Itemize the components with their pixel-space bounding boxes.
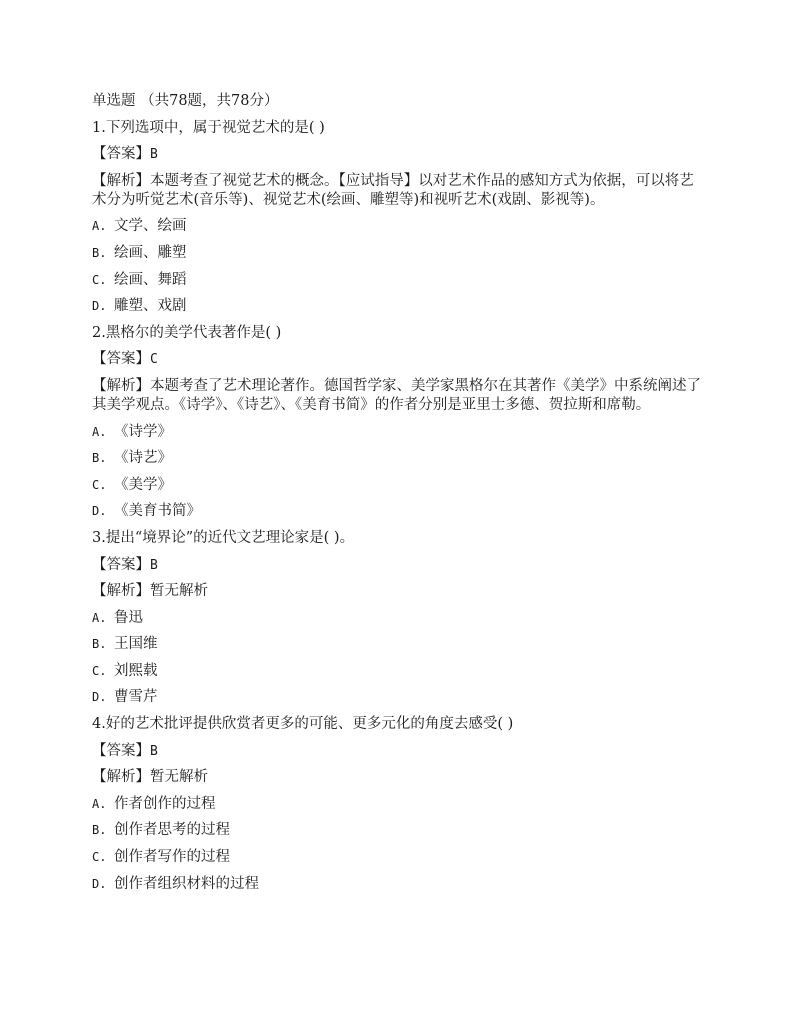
document-page [92, 92, 712, 901]
answer-tag: 【答案】 [92, 742, 150, 759]
option-letter: B. [92, 245, 107, 260]
question-stem: 2.黑格尔的美学代表著作是( ) [92, 324, 282, 341]
question-4 [92, 715, 712, 894]
option-text: 文学、绘画 [114, 218, 187, 235]
explanation [92, 377, 704, 415]
option-d [92, 297, 712, 316]
option-letter: A. [92, 610, 107, 625]
option-letter: D. [92, 876, 107, 891]
explanation-tag: 【解析】 [92, 583, 150, 600]
question-stem: 3.提出“境界论”的近代文艺理论家是( )。 [92, 529, 355, 546]
answer-value: B [150, 557, 158, 573]
question-1 [92, 119, 712, 317]
answer-value: B [150, 743, 158, 759]
option-b [92, 244, 712, 263]
explanation-text: 本题考查了视觉艺术的概念。【应试指导】以对艺术作品的感知方式为依据，可以将艺术分为听觉艺术(音乐等)、视觉艺术(绘画、雕塑等)和视听艺术(戏剧、影视等)。 [92, 172, 694, 208]
explanation-text: 暂无解析 [150, 583, 208, 600]
option-letter: D. [92, 504, 107, 519]
option-letter: C. [92, 477, 107, 492]
option-b [92, 635, 712, 654]
option-text: 创作者组织材料的过程 [114, 875, 259, 892]
explanation-tag: 【解析】 [92, 769, 150, 786]
option-letter: A. [92, 219, 107, 234]
question-stem: 1.下列选项中，属于视觉艺术的是( ) [92, 119, 325, 136]
option-letter: C. [92, 663, 107, 678]
explanation-text: 暂无解析 [150, 769, 208, 786]
option-text: 《美学》 [114, 476, 172, 493]
explanation-tag: 【解析】 [92, 172, 150, 189]
answer-line [92, 350, 712, 369]
answer-line [92, 742, 712, 761]
option-letter: A. [92, 796, 107, 811]
option-d [92, 688, 712, 707]
option-d [92, 502, 712, 521]
option-letter: D. [92, 299, 107, 314]
option-letter: D. [92, 690, 107, 705]
option-d [92, 875, 712, 894]
answer-value: C [150, 352, 158, 368]
option-text: 刘熙载 [114, 662, 158, 679]
option-c [92, 271, 712, 290]
option-text: 绘画、雕塑 [114, 244, 187, 261]
question-stem: 4.好的艺术批评提供欣赏者更多的可能、更多元化的角度去感受( ) [92, 716, 514, 733]
answer-tag: 【答案】 [92, 146, 150, 163]
option-letter: A. [92, 424, 107, 439]
option-text: 《美育书简》 [114, 503, 201, 520]
explanation [92, 582, 712, 601]
question-2 [92, 324, 712, 522]
option-a [92, 217, 712, 236]
option-text: 曹雪芹 [114, 689, 158, 706]
option-letter: B. [92, 637, 107, 652]
option-letter: B. [92, 451, 107, 466]
option-text: 鲁迅 [114, 609, 143, 626]
option-letter: C. [92, 850, 107, 865]
option-text: 作者创作的过程 [114, 795, 216, 812]
question-3 [92, 529, 712, 708]
option-text: 雕塑、戏剧 [114, 298, 187, 315]
option-text: 创作者思考的过程 [114, 822, 230, 839]
explanation-tag: 【解析】 [92, 377, 150, 394]
option-letter: B. [92, 823, 107, 838]
option-text: 《诗艺》 [114, 450, 172, 467]
option-text: 创作者写作的过程 [114, 849, 230, 866]
option-text: 《诗学》 [114, 423, 172, 440]
option-c [92, 662, 712, 681]
option-c [92, 476, 712, 495]
explanation [92, 768, 712, 787]
answer-tag: 【答案】 [92, 556, 150, 573]
answer-line [92, 556, 712, 575]
option-text: 绘画、舞蹈 [114, 271, 187, 288]
option-c [92, 848, 712, 867]
explanation [92, 172, 704, 210]
option-a [92, 423, 712, 442]
option-letter: C. [92, 272, 107, 287]
answer-line [92, 145, 712, 164]
answer-tag: 【答案】 [92, 351, 150, 368]
option-b [92, 449, 712, 468]
option-b [92, 821, 712, 840]
section-title: 单选题 （共78题，共78分） [92, 93, 279, 109]
explanation-text: 本题考查了艺术理论著作。德国哲学家、美学家黑格尔在其著作《美学》中系统阐述了其美学观点。《诗学》、《诗艺》、《美育书简》的作者分别是亚里士多德、贺拉斯和席勒。 [92, 377, 701, 413]
answer-value: B [150, 147, 158, 163]
option-a [92, 795, 712, 814]
option-a [92, 609, 712, 628]
option-text: 王国维 [114, 636, 158, 653]
